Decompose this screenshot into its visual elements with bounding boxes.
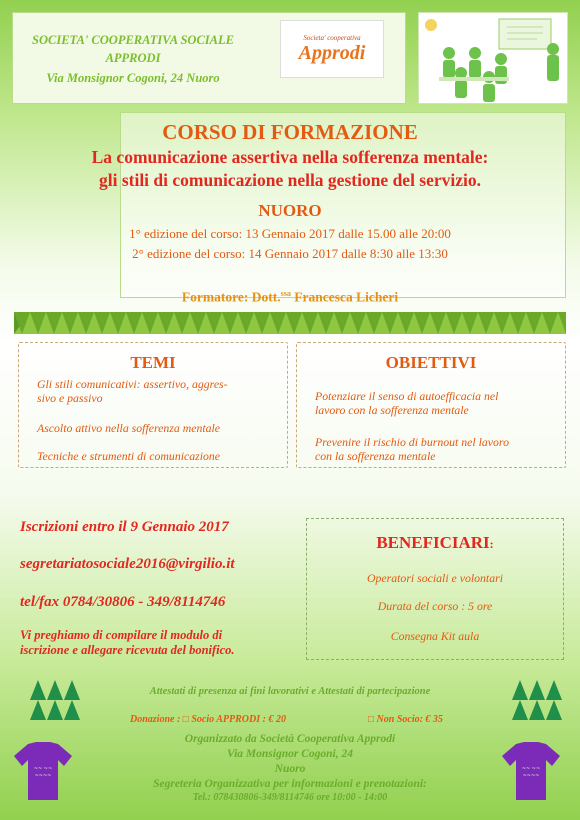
course-subtitle-line1: La comunicazione assertiva nella sofferenza mentale: xyxy=(91,147,489,167)
obiettivi-item-1a: Potenziare il senso di autoefficacia nel xyxy=(315,389,499,403)
footer-organizer: Organizzato da Società Cooperativa Approdi xyxy=(184,733,396,745)
registration-deadline: Iscrizioni entro il 9 Gennaio 2017 xyxy=(20,519,229,535)
svg-text:~~~~: ~~~~ xyxy=(34,773,52,779)
attestati-text: Attestati di presenza ai fini lavorativi e Attestati di partecipazione xyxy=(149,686,431,697)
obiettivi-item-2a: Prevenire il rischio di burnout nel lavoro xyxy=(315,435,509,449)
classroom-illustration xyxy=(418,12,568,104)
temi-item-1b: sivo e passivo xyxy=(37,391,103,405)
logo-title: Approdi xyxy=(298,41,366,64)
course-subtitle-line2: gli stili di comunicazione nella gestione del servizio. xyxy=(98,170,482,190)
temi-panel xyxy=(18,342,288,468)
trainer-label: Formatore: Dott. xyxy=(181,289,281,305)
svg-text:~~~~: ~~~~ xyxy=(522,773,540,779)
svg-text:~~ ~~: ~~ ~~ xyxy=(521,766,541,772)
decorative-triangle-stripe xyxy=(14,312,566,334)
temi-item-1a: Gli stili comunicativi: assertivo, aggres- xyxy=(37,377,228,391)
registration-note-line2: iscrizione e allegare ricevuta del bonifico. xyxy=(20,643,235,657)
approdi-logo xyxy=(280,20,384,78)
footer-contact: Tel.: 078430806-349/8114746 ore 10:00 - 14:00 xyxy=(192,792,388,803)
trainer-title-sup: ssa xyxy=(280,289,291,298)
temi-title: TEMI xyxy=(130,353,176,372)
footer-address: Via Monsignor Cogoni, 24 xyxy=(227,748,353,760)
beneficiari-item-2: Durata del corso : 5 ore xyxy=(377,599,493,613)
beneficiari-panel xyxy=(306,518,564,660)
beneficiari-item-1: Operatori sociali e volontari xyxy=(367,571,503,585)
trainer-name: Francesca Licheri xyxy=(294,289,399,305)
org-address: Via Monsignor Cogoni, 24 Nuoro xyxy=(46,71,220,85)
beneficiari-item-3: Consegna Kit aula xyxy=(390,629,480,643)
donation-member: Donazione : □ Socio APPRODI : € 20 xyxy=(130,714,286,725)
temi-item-2: Ascolto attivo nella sofferenza mentale xyxy=(37,421,221,435)
course-city: NUORO xyxy=(258,201,322,220)
footer-city: Nuoro xyxy=(274,763,306,775)
tshirt-image-right xyxy=(500,740,562,802)
edition-1: 1° edizione del corso: 13 Gennaio 2017 dalle 15.00 alle 20:00 xyxy=(129,226,451,241)
donation-non-member: □ Non Socio: € 35 xyxy=(368,714,443,725)
edition-2: 2° edizione del corso: 14 Gennaio 2017 dalle 8:30 alle 13:30 xyxy=(132,246,448,261)
course-title: CORSO DI FORMAZIONE xyxy=(162,120,418,144)
svg-text:~~ ~~: ~~ ~~ xyxy=(33,766,53,772)
beneficiari-title: BENEFICIARI: xyxy=(376,533,494,552)
temi-item-3: Tecniche e strumenti di comunicazione xyxy=(37,449,221,463)
org-name-line2: APPRODI xyxy=(105,51,161,65)
footer-secretariat: Segreteria Organizzativa per informazioni e prenotazioni: xyxy=(153,778,427,790)
obiettivi-title: OBIETTIVI xyxy=(385,353,477,372)
registration-phone: tel/fax 0784/30806 - 349/8114746 xyxy=(20,594,226,610)
obiettivi-item-2b: con la sofferenza mentale xyxy=(315,449,436,463)
obiettivi-panel xyxy=(296,342,566,468)
registration-email[interactable]: segretariatosociale2016@virgilio.it xyxy=(20,556,235,572)
trainer xyxy=(0,289,580,306)
logo-subtitle: Societa' cooperativa xyxy=(303,33,361,42)
registration-note-line1: Vi preghiamo di compilare il modulo di xyxy=(20,628,223,642)
tshirt-image-left xyxy=(12,740,74,802)
org-name-line1: SOCIETA' COOPERATIVA SOCIALE xyxy=(32,33,234,47)
obiettivi-item-1b: lavoro con la sofferenza mentale xyxy=(315,403,469,417)
